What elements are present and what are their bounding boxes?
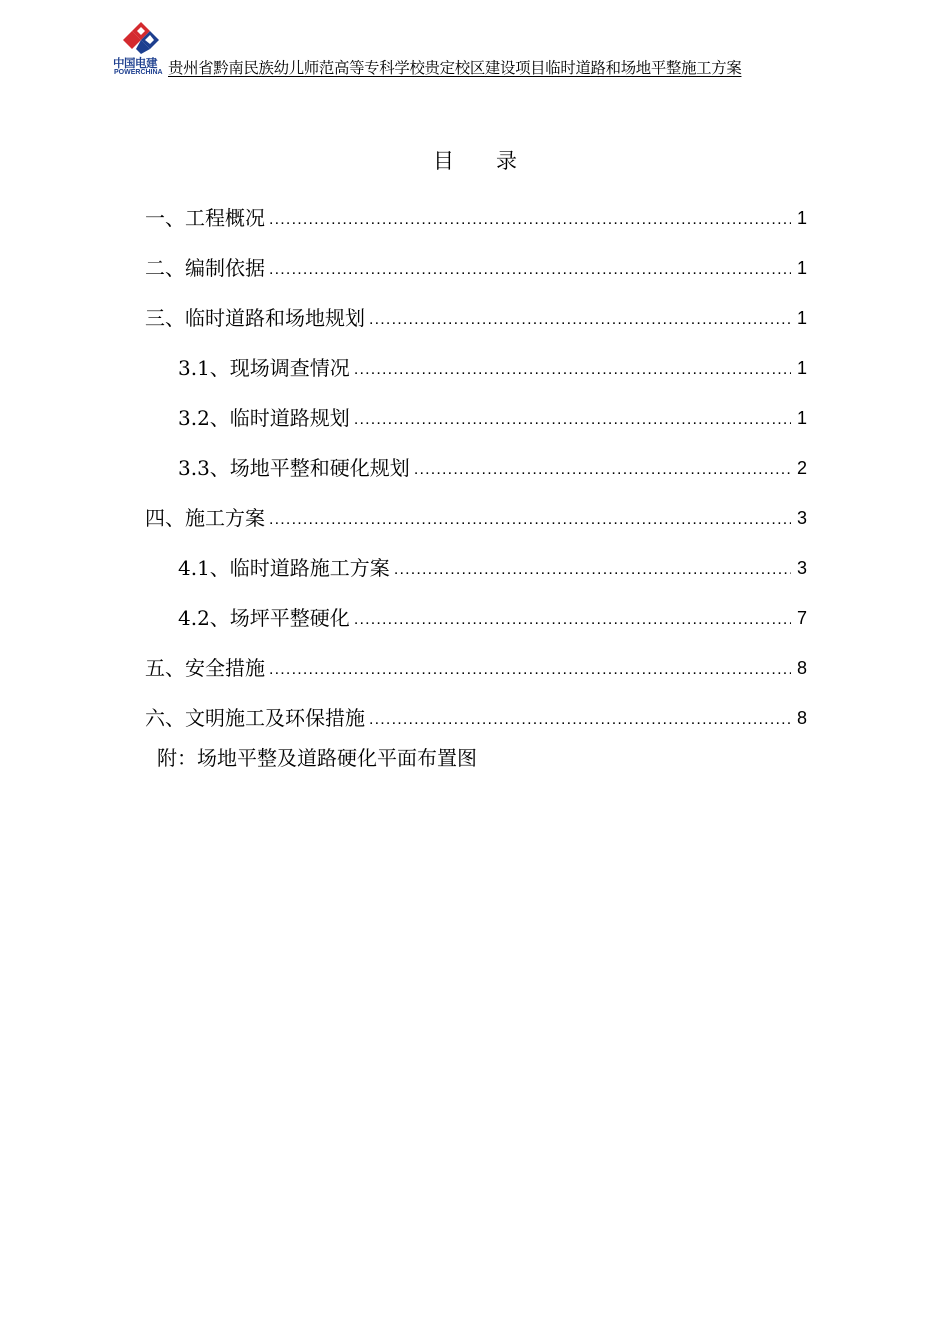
toc-subentry[interactable] — [178, 340, 807, 380]
document-header-title: 贵州省黔南民族幼儿师范高等专科学校贵定校区建设项目临时道路和场地平整施工方案 — [168, 59, 742, 77]
toc-entry-page: 7 — [797, 608, 808, 628]
toc-subentry[interactable] — [178, 390, 807, 430]
toc-entry-page: 1 — [797, 308, 808, 328]
logo-text-en: POWERCHINA — [114, 69, 163, 76]
toc-entry-label: 4.2、场坪平整硬化 — [178, 606, 350, 630]
powerchina-logo-icon — [123, 22, 159, 54]
toc-entry-page: 1 — [797, 408, 808, 428]
toc-entry-label: 二、编制依据 — [145, 256, 265, 280]
toc-entry-page: 2 — [797, 458, 808, 478]
toc-appendix[interactable]: 附：场地平整及道路硬化平面布置图 — [157, 746, 477, 770]
toc-entry-page: 3 — [797, 558, 808, 578]
toc-entry-page: 1 — [797, 258, 808, 278]
logo-text-cn: 中国电建 — [113, 56, 157, 70]
toc-dot-leader — [269, 660, 791, 680]
toc-entry-label: 六、文明施工及环保措施 — [145, 706, 365, 730]
toc-entry-page: 8 — [797, 708, 808, 728]
toc-entry[interactable] — [145, 640, 807, 680]
toc-entry-label: 3.3、场地平整和硬化规划 — [178, 456, 410, 480]
toc-dot-leader — [394, 560, 791, 580]
toc-entry[interactable] — [145, 190, 807, 230]
toc-dot-leader — [414, 460, 791, 480]
toc-entry-page: 1 — [797, 358, 808, 378]
toc-title — [0, 145, 950, 175]
toc-entry-label: 四、施工方案 — [145, 506, 265, 530]
toc-entry-label: 五、安全措施 — [145, 656, 265, 680]
toc-entry[interactable] — [145, 290, 807, 330]
toc-dot-leader — [269, 210, 791, 230]
powerchina-logo — [113, 22, 169, 78]
toc-dot-leader — [354, 360, 791, 380]
toc-subentry[interactable] — [178, 590, 807, 630]
toc-entry[interactable] — [145, 690, 807, 730]
toc-dot-leader — [269, 510, 791, 530]
toc-entry-label: 3.2、临时道路规划 — [178, 406, 350, 430]
toc-entry-page: 8 — [797, 658, 808, 678]
toc-entry-page: 3 — [797, 508, 808, 528]
toc-entry[interactable] — [145, 490, 807, 530]
toc-entry-label: 三、临时道路和场地规划 — [145, 306, 365, 330]
toc-dot-leader — [354, 610, 791, 630]
toc-title-part2: 录 — [496, 149, 517, 173]
toc-dot-leader — [269, 260, 791, 280]
toc-title-part1: 目 — [433, 149, 454, 173]
page-header — [113, 22, 813, 78]
toc-entry-label: 3.1、现场调查情况 — [178, 356, 350, 380]
toc-entry-label: 4.1、临时道路施工方案 — [178, 556, 390, 580]
toc-dot-leader — [369, 710, 791, 730]
toc-entry[interactable] — [145, 240, 807, 280]
toc-subentry[interactable] — [178, 540, 807, 580]
toc-entry-label: 一、工程概况 — [145, 206, 265, 230]
toc-entry-page: 1 — [797, 208, 808, 228]
toc-dot-leader — [369, 310, 791, 330]
toc-subentry[interactable] — [178, 440, 807, 480]
toc-dot-leader — [354, 410, 791, 430]
